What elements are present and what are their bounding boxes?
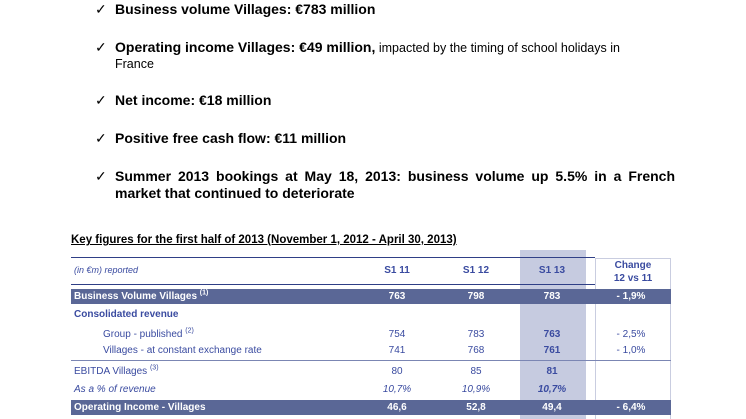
check-icon: ✓ [95, 92, 107, 108]
cell-s111: 80 [391, 366, 403, 377]
bullet-text: Operating income Villages: €49 million, [115, 39, 376, 55]
cell-s113: 783 [543, 291, 561, 302]
cell-s113: 49,4 [542, 402, 562, 413]
cell-change: - 2,5% [616, 329, 646, 340]
cell-change: - 1,0% [616, 345, 646, 356]
bullet-text: Business volume Villages: €783 million [115, 1, 376, 17]
table-header-rule [71, 284, 595, 285]
footnote-ref: (3) [149, 364, 159, 372]
change-header-line2: 12 vs 11 [613, 273, 653, 284]
cell-s113: 81 [546, 366, 558, 377]
cell-s112: 10,9% [461, 384, 491, 395]
cell-s112: 85 [470, 366, 482, 377]
check-icon: ✓ [95, 1, 107, 17]
row-label [74, 289, 208, 304]
col-change-header [595, 259, 671, 285]
table-row [71, 343, 646, 358]
col-s112-header: S1 12 [462, 265, 490, 276]
cell-s111: 46,6 [387, 402, 407, 413]
table-row [71, 327, 646, 342]
row-label: Consolidated revenue [74, 309, 179, 320]
table-row [71, 289, 671, 304]
table-divider [71, 360, 671, 361]
bullet-text: Net income: €18 million [115, 92, 272, 108]
row-label [103, 327, 194, 342]
table-row [71, 364, 595, 379]
cell-s111: 10,7% [382, 384, 412, 395]
row-label-text: EBITDA Villages [74, 366, 148, 377]
cell-s111: 741 [388, 345, 406, 356]
cell-s111: 754 [388, 329, 406, 340]
cell-change: - 1,9% [616, 291, 646, 302]
bullet-text: Summer 2013 bookings at May 18, 2013: business volume up 5.5% in a French market that continued to deteriorate [115, 168, 675, 201]
row-label [74, 364, 159, 379]
bullet-text: Positive free cash flow: €11 million [115, 130, 347, 146]
cell-s112: 768 [467, 345, 485, 356]
units-label: (in €m) reported [74, 265, 139, 275]
bullet-free-cash-flow [95, 130, 346, 147]
table-row [71, 307, 595, 322]
footnote-ref: (1) [199, 289, 209, 297]
check-icon: ✓ [95, 168, 107, 184]
col-s113-header: S1 13 [538, 265, 566, 276]
change-header-line1: Change [614, 260, 652, 271]
row-label-text: Group - published [103, 329, 183, 340]
footnote-ref: (2) [185, 327, 194, 335]
cell-s113: 10,7% [537, 384, 567, 395]
table-top-rule [71, 257, 595, 258]
row-label: Operating Income - Villages [74, 402, 206, 413]
cell-s112: 52,8 [466, 402, 486, 413]
bullet-summer-bookings [95, 168, 675, 202]
cell-s113: 763 [543, 329, 561, 340]
cell-change: - 6,4% [616, 402, 646, 413]
check-icon: ✓ [95, 39, 107, 55]
check-icon: ✓ [95, 130, 107, 146]
bullet-operating-income [95, 39, 675, 71]
cell-s113: 761 [543, 345, 561, 356]
table-header-row [71, 263, 595, 278]
cell-s112: 783 [467, 329, 485, 340]
bullet-business-volume [95, 1, 375, 18]
row-label: As a % of revenue [74, 384, 156, 395]
table-row [71, 382, 595, 397]
col-s111-header: S1 11 [384, 265, 410, 276]
section-title: Key figures for the first half of 2013 (November 1, 2012 - April 30, 2013) [71, 234, 457, 246]
bullet-note: impacted by the timing of school holidays in [375, 41, 620, 55]
row-label-text: Business Volume Villages [74, 291, 198, 302]
bullet-net-income [95, 92, 271, 109]
cell-s112: 798 [467, 291, 485, 302]
table-row [71, 400, 671, 415]
bullet-note-cont: France [115, 57, 154, 71]
cell-s111: 763 [388, 291, 406, 302]
row-label: Villages - at constant exchange rate [103, 345, 262, 356]
